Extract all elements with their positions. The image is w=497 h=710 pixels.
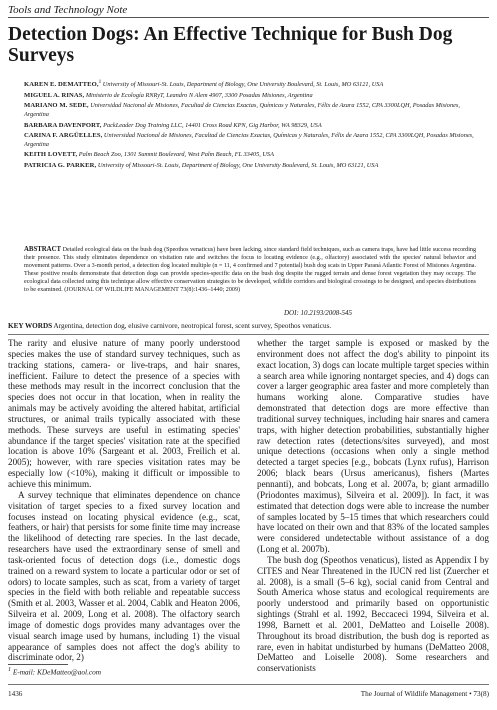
author-affiliation: Palm Beach Zoo, 1301 Summit Boulevard, West Palm Beach, FL 33405, USA (78, 151, 274, 159)
author-entry (24, 122, 484, 131)
body-paragraph: whether the target sample is exposed or masked by the environment does not affect the dog's ability to pinpoint its exact location, 3) dogs can locate multiple target species within a search area while ignoring nontarget species, and 4) dogs can cover a larger geographic area faster and more completely than humans working alone. Comparative studies have demonstrated that detection dogs are more effective than traditional survey techniques, including hair snares and camera traps, with higher detection probabilities, substantially higher raw detection rates (detections/sites surveyed), and most unique detections (occasions when only a single method detected a target species [e.g., bobcats (Lynx rufus), Harrison 2006; black bears (Ursus americanus), fishers (Martes pennanti), and bobcats, Long et al. 2007a, b; giant armadillo (Priodontes maximus), Silveira et al. 2009]). In fact, it was estimated that detection dogs were able to increase the number of samples located by 5–15 times that which researchers could have located on their own and that 83% of the located samples were considered undetectable without assistance of a dog (Long et al. 2007b). (257, 338, 489, 555)
section-rule (8, 334, 489, 335)
body-paragraph: The bush dog (Speothos venaticus), listed as Appendix I by CITES and Near Threatened in the IUCN red list (Zuercher et al. 2008), is a small (5–6 kg), social canid from Central and South America whose status and ecological requirements are poorly understood and primarily based on opportunistic sightings (Strahl et al. 1992, Beccaceci 1994, Silveira et al. 1998, Barnett et al. 2001, DeMatteo and Loiselle 2008). Throughout its broad distribution, the bush dog is reported as rare, even in habitat undisturbed by humans (DeMatteo 2008, DeMatteo and Loiselle 2008). Some researchers and conservationists (257, 554, 489, 674)
author-name: MIGUEL A. RINAS, (24, 91, 85, 99)
author-entry (24, 132, 484, 150)
author-affiliation: Universidad Nacional de Misiones, Facultad de Ciencias Exactas, Químicas y Naturales, Félix de Azara 1552, CPA 3300LQH, Posadas Misiones, Argentina (24, 102, 460, 118)
author-affiliation: PackLeader Dog Training LLC, 14401 Cross Road KPN, Gig Harbor, WA 98329, USA (103, 121, 322, 129)
author-entry (24, 78, 484, 90)
author-name: CARINA F. ARGÜELLES, (24, 132, 103, 139)
author-name: PATRICIA G. PARKER, (24, 161, 97, 169)
keywords-label: KEY WORDS (8, 322, 53, 330)
footnote-email: E-mail: KDeMatteo@aol.com (12, 667, 102, 677)
author-entry (24, 102, 484, 120)
footnote-marker: 1 (8, 667, 12, 673)
page-number: 1436 (8, 690, 23, 698)
article-title: Detection Dogs: An Effective Technique for Bush Dog Surveys (8, 24, 453, 66)
footnote-rule (8, 664, 68, 665)
keywords (8, 322, 489, 331)
author-list (24, 78, 484, 172)
author-entry (24, 162, 484, 171)
author-name: MARIANO M. SEDE, (24, 102, 89, 110)
author-footnote-marker: 1 (98, 79, 102, 85)
abstract-text: Detailed ecological data on the bush dog (Speothos venaticus) have been lacking, since standard field techniques, such as camera traps, have had little success recording their presence. This study eliminates dependence on visitation rate and switches the focus to locating evidence (e.g., olfactory) associated with the species' natural behavior and movement patterns. Over a 3-month period, a detection dog located multiple (n = 11, 4 confirmed and 7 potential) bush dog scats in Upper Paraná Atlantic Forest of Misiones Argentina. These positive results demonstrate that detection dogs can provide species-specific data on the bush dog despite the rugged terrain and dense forest vegetation they may occupy. The ecological data collected using this technique allow effective conservation strategies to be developed, wildlife corridors and biological crossings to be designed, and species distributions to be examined. (JOURNAL OF WILDLIFE MANAGEMENT 73(8):1436–1440; 2009) (24, 247, 476, 294)
footnote (8, 667, 101, 676)
author-name: BARBARA DAVENPORT, (24, 121, 102, 129)
abstract (24, 246, 476, 295)
author-affiliation: University of Missouri-St. Louis, Department of Biology, One University Boulevard, St. Louis, MO 63121, USA (97, 161, 379, 169)
body-paragraph: The rarity and elusive nature of many poorly understood species makes the use of standard survey techniques, such as tracking stations, camera- or live-traps, and hair snares, inefficient. Failure to detect the presence of a species with these methods may result in the incorrect conclusion that the species does not occur in that location, when in reality the animals may be actively avoiding the altered habitat, artificial structures, or animal trails typically associated with these methods. These surveys are useful in estimating species' abundance if the target species' visitation rate at the specified location is above 10% (Sargeant et al. 2003, Freilich et al. 2005); however, with rare species visitation rates may be especially low (<10%), making it difficult or impossible to achieve this minimum. (8, 338, 240, 489)
top-rule (8, 17, 489, 18)
body-paragraph: A survey technique that eliminates dependence on chance visitation of target species to a fixed survey location and focuses instead on locating physical evidence (e.g., scat, feathers, or hair) that persists for some finite time may increase the likelihood of detecting rare species. In the last decade, researchers have used the extraordinary sense of smell and task-oriented focus of detection dogs (i.e., domestic dogs trained on a reward system to locate a particular odor or set of odors) to locate samples, such as scat, from a variety of target species in the field with both reliable and repeatable success (Smith et al. 2003, Wasser et al. 2004, Cablk and Heaton 2006, Silveira et al. 2009, Long et al. 2008). The olfactory search image of domestic dogs provides many advantages over the visual search image used by humans, including 1) the visual appearance of samples does not affect the dog's ability to discriminate odor, 2) (8, 489, 240, 663)
body-column-left (8, 338, 240, 663)
body-column-right (257, 338, 489, 674)
author-name: KAREN E. DEMATTEO, (24, 81, 99, 89)
running-footer: The Journal of Wildlife Management • 73(8) (360, 690, 489, 698)
abstract-label: ABSTRACT (24, 246, 62, 253)
author-affiliation: University of Missouri-St. Louis, Department of Biology, One University Boulevard, St. Louis, MO 63121, USA (102, 81, 384, 89)
author-name: KEITH LOVETT, (24, 151, 78, 159)
section-tag: Tools and Technology Note (8, 4, 128, 16)
keywords-text: Argentina, detection dog, elusive carnivore, neotropical forest, scent survey, Speothos venaticus. (53, 322, 332, 330)
journal-page (8, 0, 489, 710)
footer-rule (8, 684, 489, 685)
author-entry (24, 151, 484, 160)
author-affiliation: Ministerio de Ecología RNRyT, Leandro N Alem 4907, 3300 Posadas Misiones, Argentina (85, 91, 313, 99)
author-entry (24, 92, 484, 101)
doi: DOI: 10.2193/2008-545 (284, 309, 353, 317)
author-affiliation: Universidad Nacional de Misiones, Facultad de Ciencias Exactas, Químicas y Naturales, Félix de Azara 1552, CPA 3300LQH, Posadas Misiones, Argentina (24, 132, 474, 148)
